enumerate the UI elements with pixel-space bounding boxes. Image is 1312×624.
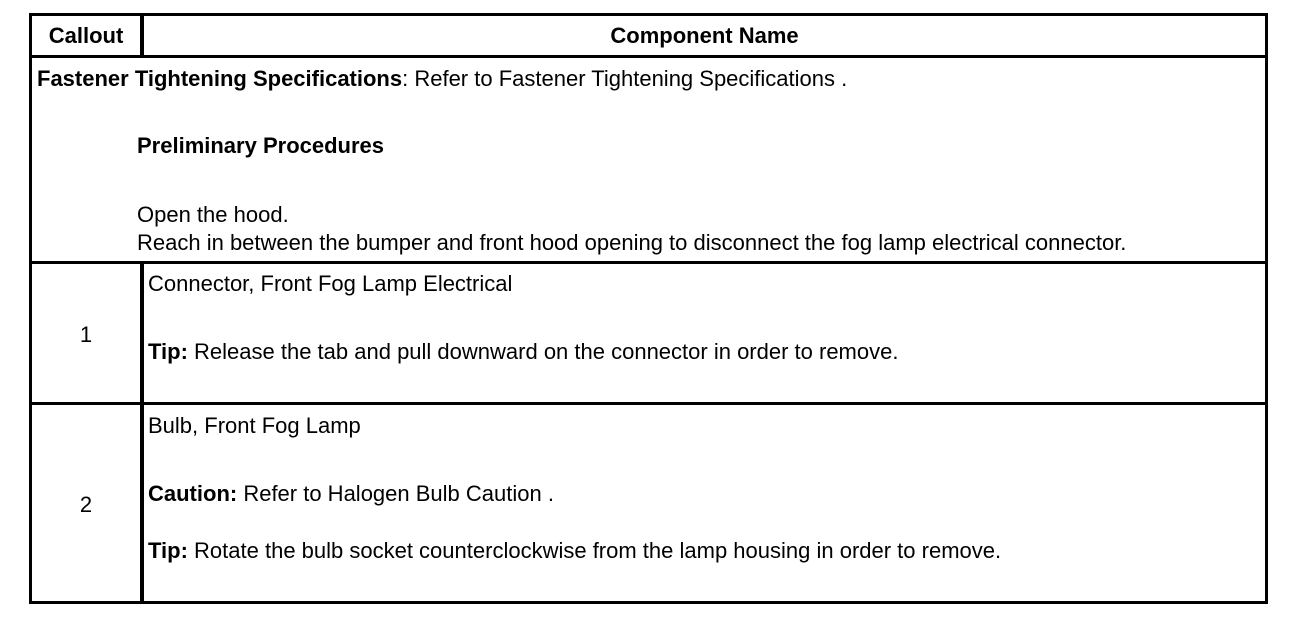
prelim-step-1: Open the hood.	[137, 202, 289, 227]
row-2-tip-label: Tip:	[148, 538, 188, 563]
prelim-step-2: Reach in between the bumper and front hood opening to disconnect the fog lamp electrical connector.	[137, 230, 1127, 255]
row-2-tip-text: Rotate the bulb socket counterclockwise from the lamp housing in order to remove.	[187, 538, 1002, 563]
row-1-callout: 1	[79, 322, 93, 347]
header-divider	[32, 55, 1265, 58]
row-1-tip	[148, 338, 898, 366]
component-table	[29, 13, 1268, 604]
row-1-column-divider	[140, 261, 144, 405]
row-2-callout: 2	[79, 492, 93, 517]
row-1-divider	[32, 402, 1265, 405]
row-1-tip-label: Tip:	[148, 339, 188, 364]
preliminary-procedures-heading: Preliminary Procedures	[137, 133, 385, 158]
header-callout: Callout	[48, 23, 124, 48]
row-1-tip-text: Release the tab and pull downward on the connector in order to remove.	[187, 339, 899, 364]
intro-divider	[32, 261, 1265, 264]
row-2-tip	[148, 537, 1001, 565]
fastener-spec-label: Fastener Tightening Specifications	[37, 66, 403, 91]
row-1-component: Connector, Front Fog Lamp Electrical	[148, 271, 513, 296]
row-2-caution-text: Refer to Halogen Bulb Caution .	[237, 481, 554, 506]
fastener-spec-text: : Refer to Fastener Tightening Specifications .	[402, 66, 848, 91]
row-2-column-divider	[140, 402, 144, 601]
row-2-caution-label: Caution:	[148, 481, 238, 506]
row-2-component: Bulb, Front Fog Lamp	[148, 413, 361, 438]
row-2-caution	[148, 480, 554, 508]
fastener-spec-line	[37, 65, 847, 93]
header-component-name: Component Name	[610, 23, 799, 48]
